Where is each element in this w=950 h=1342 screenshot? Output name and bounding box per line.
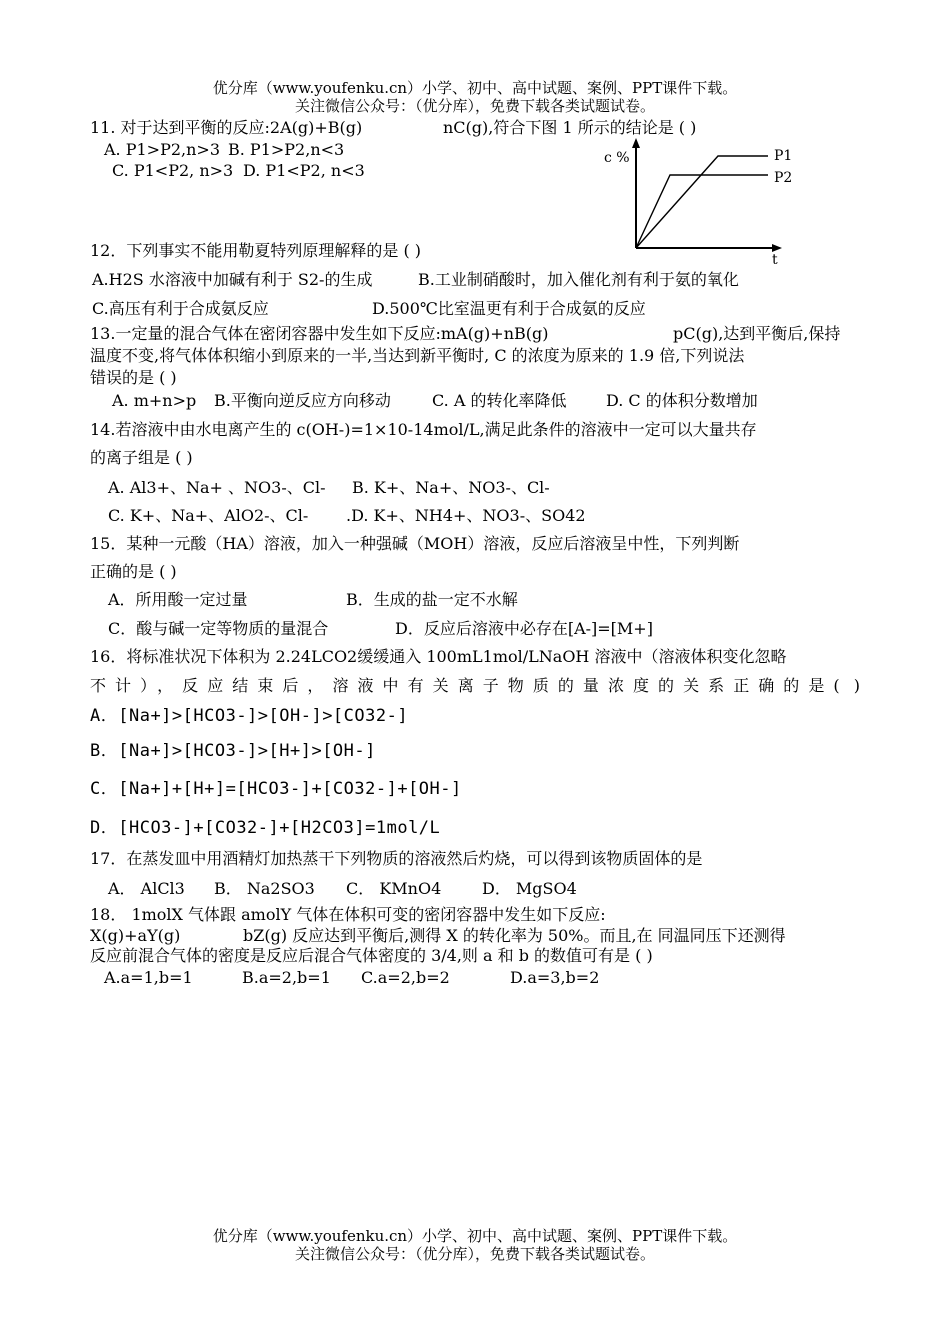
q11-option-a: A. P1>P2,n>3 — [104, 140, 220, 159]
graph-label-p1: P1 — [774, 148, 793, 164]
q12-option-d: D.500℃比室温更有利于合成氨的反应 — [372, 299, 646, 318]
q13-option-d: D. C 的体积分数增加 — [606, 391, 758, 410]
q11-option-c: C. P1<P2, n>3 — [112, 161, 234, 180]
graph-curve-p2 — [636, 175, 768, 248]
q16-option-a: A．[Na+]>[HCO3-]>[OH-]>[CO32-] — [90, 706, 409, 726]
graph-y-label: c % — [604, 150, 630, 166]
q13-line-3: 错误的是 ( ) — [90, 368, 177, 387]
q16-option-c: C．[Na+]+[H+]=[HCO3-]+[CO32-]+[OH-] — [90, 779, 462, 799]
q18-line-3: 反应前混合气体的密度是反应后混合气体密度的 3/4,则 a 和 b 的数值可有是 ( ) — [90, 946, 653, 965]
q12-stem: 12．下列事实不能用勒夏特列原理解释的是 ( ) — [90, 241, 422, 260]
q13-line-1a: 13.一定量的混合气体在密闭容器中发生如下反应:mA(g)+nB(g) — [90, 324, 549, 343]
q12-option-c: C.高压有利于合成氨反应 — [92, 299, 269, 318]
q17-option-b: B． Na2SO3 — [214, 879, 315, 898]
figure-1-graph — [596, 136, 806, 266]
q14-option-a: A. Al3+、Na+ 、NO3-、Cl- — [108, 478, 326, 497]
graph-y-axis-arrow — [632, 138, 640, 148]
q14-line-2: 的离子组是 ( ) — [90, 448, 193, 467]
q17-option-a: A． AlCl3 — [108, 879, 185, 898]
q14-option-d: .D. K+、NH4+、NO3-、SO42 — [346, 506, 586, 525]
q15-option-c: C．酸与碱一定等物质的量混合 — [108, 619, 329, 638]
q18-line-2a: X(g)+aY(g) — [90, 926, 181, 945]
header-line-2: 关注微信公众号：（优分库），免费下载各类试题试卷。 — [294, 97, 655, 115]
q18-line-1: 18． 1molX 气体跟 amolY 气体在体积可变的密闭容器中发生如下反应: — [90, 905, 606, 924]
q15-option-d: D．反应后溶液中必存在[A-]=[M+] — [395, 619, 653, 638]
q11-stem-b: nC(g),符合下图 1 所示的结论是 ( ) — [443, 118, 697, 137]
q18-line-2b: bZ(g) 反应达到平衡后,测得 X 的转化率为 50%。而且,在 同温同压下还测得 — [243, 926, 786, 945]
q11-option-d: D. P1<P2, n<3 — [243, 161, 365, 180]
q13-option-c: C. A 的转化率降低 — [432, 391, 567, 410]
q18-option-c: C.a=2,b=2 — [361, 968, 450, 987]
q16-option-d: D．[HCO3-]+[CO32-]+[H2CO3]=1mol/L — [90, 818, 441, 838]
graph-x-axis-arrow — [772, 244, 782, 252]
q13-line-2: 温度不变,将气体体积缩小到原来的一半,当达到新平衡时, C 的浓度为原来的 1.9 倍,下列说法 — [90, 346, 745, 365]
footer-line-1: 优分库（www.youfenku.cn）小学、初中、高中试题、案例、PPT课件下载。 — [212, 1227, 738, 1245]
q13-line-1b: pC(g),达到平衡后,保持 — [673, 324, 841, 343]
q16-line-2: 不计），反应结束后，溶液中有关离子物质的量浓度的关系正确的是( ) — [90, 676, 860, 695]
header-line-1: 优分库（www.youfenku.cn）小学、初中、高中试题、案例、PPT课件下载。 — [212, 79, 738, 97]
q14-line-1: 14.若溶液中由水电离产生的 c(OH-)=1×10-14mol/L,满足此条件的溶液中一定可以大量共存 — [90, 420, 757, 439]
graph-curve-p1 — [636, 156, 768, 248]
q14-option-b: B. K+、Na+、NO3-、Cl- — [352, 478, 550, 497]
q15-line-1: 15．某种一元酸（HA）溶液，加入一种强碱（MOH）溶液，反应后溶液呈中性，下列判断 — [90, 534, 740, 553]
q18-option-a: A.a=1,b=1 — [104, 968, 193, 987]
footer-line-2: 关注微信公众号：（优分库），免费下载各类试题试卷。 — [294, 1245, 655, 1263]
q11-stem-a: 11. 对于达到平衡的反应:2A(g)+B(g) — [90, 118, 363, 137]
q12-option-b: B.工业制硝酸时，加入催化剂有利于氨的氧化 — [418, 270, 739, 289]
q12-option-a: A.H2S 水溶液中加碱有利于 S2-的生成 — [92, 270, 373, 289]
q17-option-c: C． KMnO4 — [346, 879, 442, 898]
q11-option-b: B. P1>P2,n<3 — [228, 140, 345, 159]
graph-x-label: t — [772, 252, 778, 266]
graph-label-p2: P2 — [774, 170, 793, 186]
q15-line-2: 正确的是 ( ) — [90, 562, 177, 581]
q17-option-d: D． MgSO4 — [482, 879, 577, 898]
q18-option-d: D.a=3,b=2 — [510, 968, 600, 987]
q16-line-1: 16．将标准状况下体积为 2.24LCO2缓缓通入 100mL1mol/LNaOH 溶液中（溶液体积变化忽略 — [90, 647, 787, 666]
q18-option-b: B.a=2,b=1 — [242, 968, 331, 987]
q16-option-b: B．[Na+]>[HCO3-]>[H+]>[OH-] — [90, 741, 376, 761]
q15-option-b: B．生成的盐一定不水解 — [346, 590, 518, 609]
q13-option-b: B.平衡向逆反应方向移动 — [214, 391, 391, 410]
q15-option-a: A．所用酸一定过量 — [108, 590, 248, 609]
q14-option-c: C. K+、Na+、AlO2-、Cl- — [108, 506, 309, 525]
q17-stem: 17．在蒸发皿中用酒精灯加热蒸干下列物质的溶液然后灼烧，可以得到该物质固体的是 — [90, 849, 703, 868]
q13-option-a: A. m+n>p — [112, 391, 197, 410]
